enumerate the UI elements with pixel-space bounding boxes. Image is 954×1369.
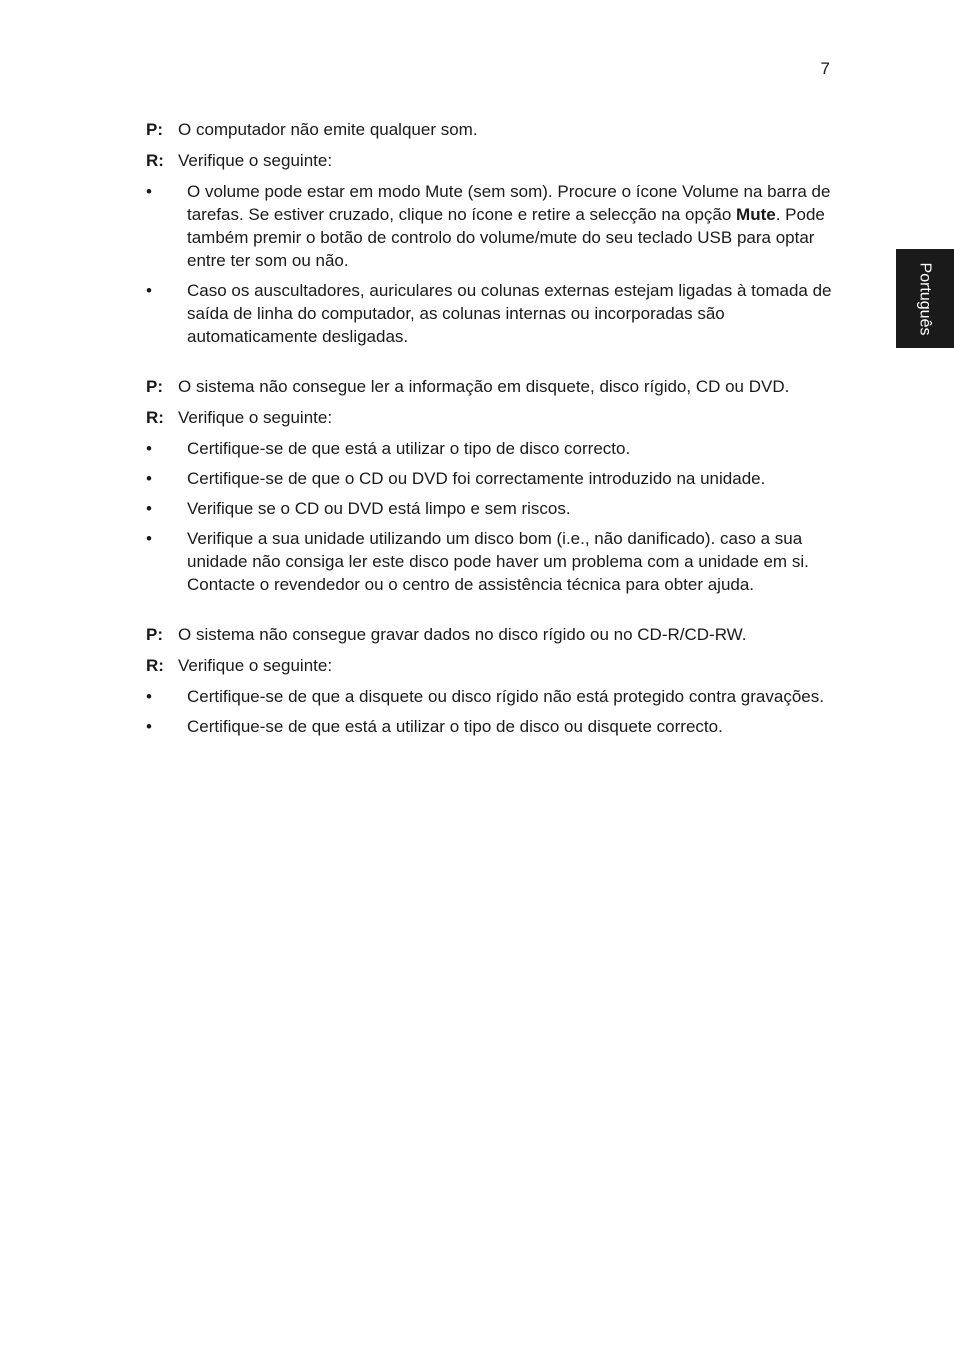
- answer-tag: R:: [146, 656, 164, 675]
- bullet-text: Caso os auscultadores, auriculares ou colunas externas estejam ligadas à tomada de saída de linha do computador, as colunas internas ou incorporadas são automaticamente desligadas.: [187, 281, 832, 346]
- question-row: [146, 118, 836, 141]
- bullet-item: [146, 685, 836, 708]
- bullet-item: [146, 180, 836, 272]
- faq-content: [146, 118, 836, 765]
- answer-text: Verifique o seguinte:: [178, 151, 333, 170]
- bullet-item: [146, 497, 836, 520]
- bullet-marker: •: [146, 469, 152, 488]
- bullet-item: [146, 279, 836, 348]
- bullet-item: [146, 527, 836, 596]
- bullet-text: Certifique-se de que está a utilizar o tipo de disco correcto.: [187, 439, 631, 458]
- bullet-item: [146, 437, 836, 460]
- question-row: [146, 623, 836, 646]
- answer-tag: R:: [146, 151, 164, 170]
- question-tag: P:: [146, 625, 163, 644]
- faq-section: [146, 623, 836, 738]
- question-tag: P:: [146, 377, 163, 396]
- bullet-text: Certifique-se de que a disquete ou disco rígido não está protegido contra gravações.: [187, 687, 824, 706]
- answer-row: [146, 654, 836, 677]
- page-number: 7: [820, 59, 830, 78]
- bullet-text: O volume pode estar em modo Mute (sem som). Procure o ícone Volume na barra de tarefas. Se estiver cruzado, clique no ícone e retire a selecção na opção Mute. Pode também premir o botão de controlo do volume/mute do seu teclado USB para optar entre ter som ou não.: [187, 182, 831, 270]
- answer-text: Verifique o seguinte:: [178, 656, 333, 675]
- faq-section: [146, 375, 836, 596]
- bullet-marker: •: [146, 687, 152, 706]
- bullet-text: Certifique-se de que está a utilizar o tipo de disco ou disquete correcto.: [187, 717, 723, 736]
- answer-row: [146, 149, 836, 172]
- answer-text: Verifique o seguinte:: [178, 408, 333, 427]
- question-text: O computador não emite qualquer som.: [178, 120, 478, 139]
- bullet-marker: •: [146, 182, 152, 201]
- question-text: O sistema não consegue gravar dados no disco rígido ou no CD-R/CD-RW.: [178, 625, 747, 644]
- question-row: [146, 375, 836, 398]
- bullet-marker: •: [146, 499, 152, 518]
- question-tag: P:: [146, 120, 163, 139]
- bullet-item: [146, 715, 836, 738]
- bullet-marker: •: [146, 439, 152, 458]
- bullet-marker: •: [146, 717, 152, 736]
- language-tab-label: Português: [916, 262, 934, 335]
- bullet-list: [146, 180, 836, 348]
- bullet-text: Certifique-se de que o CD ou DVD foi correctamente introduzido na unidade.: [187, 469, 766, 488]
- bullet-text: Verifique se o CD ou DVD está limpo e sem riscos.: [187, 499, 571, 518]
- bullet-item: [146, 467, 836, 490]
- answer-row: [146, 406, 836, 429]
- bullet-marker: •: [146, 529, 152, 548]
- mute-option-label: Mute: [736, 205, 776, 224]
- bullet-text: Verifique a sua unidade utilizando um disco bom (i.e., não danificado). caso a sua unidade não consiga ler este disco pode haver um problema com a unidade em si. Contacte o revendedor ou o centro de assistência técnica para obter ajuda.: [187, 529, 809, 594]
- answer-tag: R:: [146, 408, 164, 427]
- bullet-list: [146, 437, 836, 596]
- question-text: O sistema não consegue ler a informação em disquete, disco rígido, CD ou DVD.: [178, 377, 790, 396]
- bullet-marker: •: [146, 281, 152, 300]
- bullet-list: [146, 685, 836, 738]
- language-tab: [896, 249, 954, 348]
- faq-section: [146, 118, 836, 348]
